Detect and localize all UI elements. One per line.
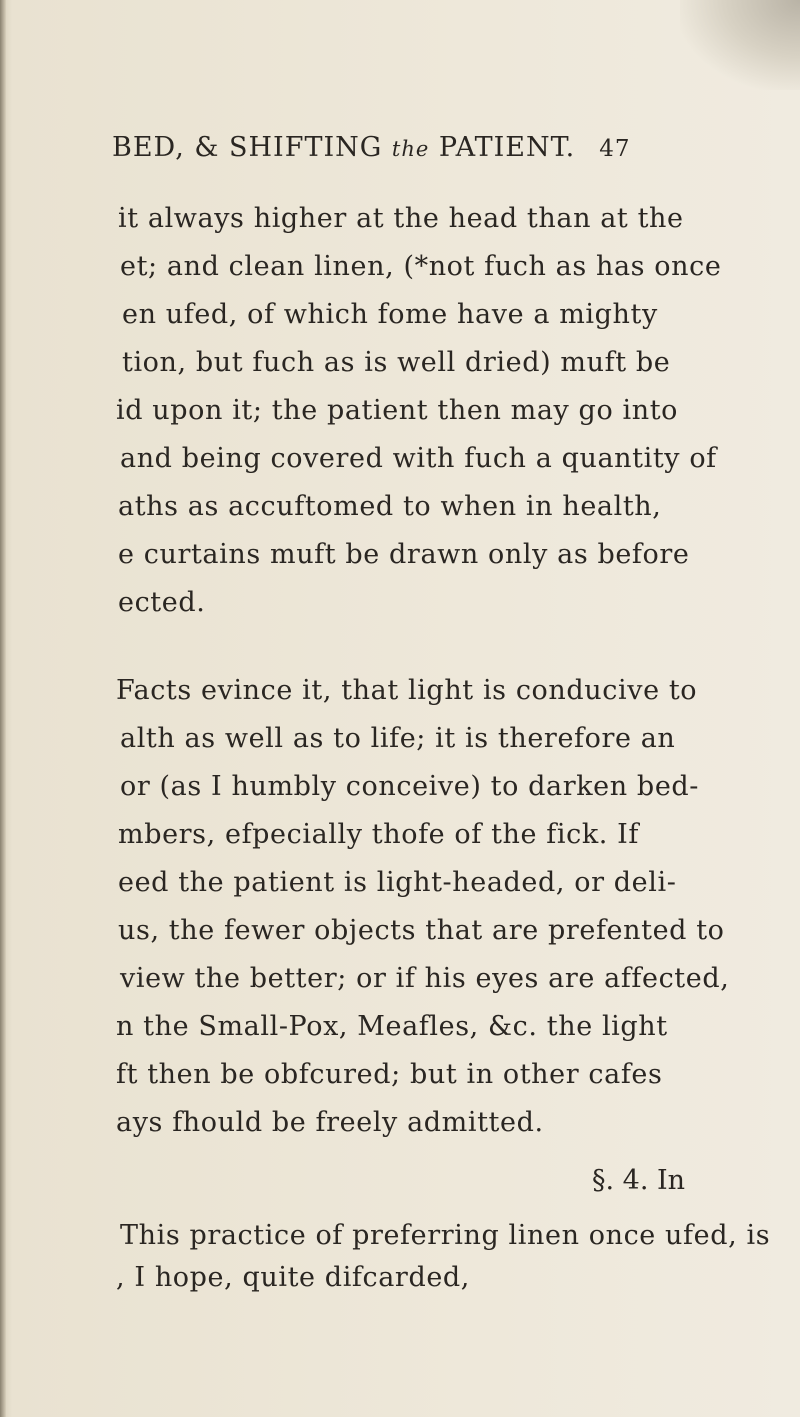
- text-line: alth as well as to life; it is therefore an: [120, 723, 676, 754]
- text-line: or (as I humbly conceive) to darken bed-: [120, 771, 700, 802]
- header-title-italic: the: [391, 137, 430, 161]
- text-line: This practice of preferring linen once ufed, is: [120, 1220, 771, 1251]
- page-gutter-shadow: [0, 0, 6, 1417]
- text-line: mbers, efpecially thofe of the fick. If: [118, 819, 640, 850]
- text-line: eed the patient is light-headed, or deli-: [118, 867, 677, 898]
- text-line: view the better; or if his eyes are affected,: [120, 963, 730, 994]
- text-line: tion, but fuch as is well dried) muft be: [122, 347, 671, 378]
- text-line: et; and clean linen, (*not fuch as has once: [120, 251, 722, 282]
- text-line: n the Small-Pox, Meafles, &c. the light: [116, 1011, 668, 1042]
- header-title-start: BED, & SHIFTING: [112, 132, 392, 163]
- header-title-end: PATIENT.: [429, 132, 576, 163]
- text-line: , I hope, quite difcarded,: [116, 1262, 470, 1293]
- text-line: and being covered with fuch a quantity of: [120, 443, 717, 474]
- text-line: us, the fewer objects that are prefented to: [118, 915, 725, 946]
- page-corner-shadow: [680, 0, 800, 90]
- text-line: Facts evince it, that light is conducive to: [116, 675, 698, 706]
- text-line: ft then be obfcured; but in other cafes: [116, 1059, 663, 1090]
- text-line: ected.: [118, 587, 206, 618]
- text-line: it always higher at the head than at the: [118, 203, 684, 234]
- page-number: 47: [599, 136, 631, 162]
- text-line: e curtains muft be drawn only as before: [118, 539, 690, 570]
- text-line: en ufed, of which fome have a mighty: [122, 299, 658, 330]
- text-line: id upon it; the patient then may go into: [116, 395, 679, 426]
- running-header: [112, 132, 631, 163]
- section-mark: §. 4. In: [592, 1165, 686, 1196]
- text-line: ays fhould be freely admitted.: [116, 1107, 544, 1138]
- text-line: aths as accuftomed to when in health,: [118, 491, 662, 522]
